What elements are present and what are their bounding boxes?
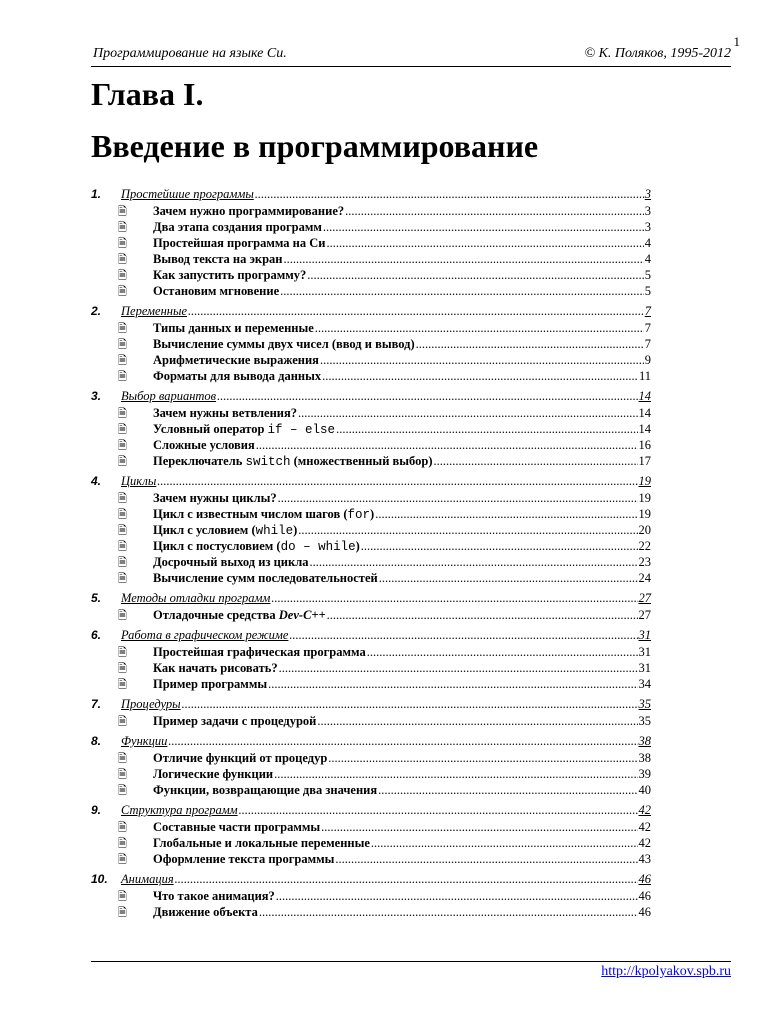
dot-leader bbox=[279, 660, 638, 676]
toc-item-row[interactable] bbox=[91, 352, 651, 368]
section-page: 7 bbox=[644, 304, 651, 318]
item-page: 5 bbox=[644, 284, 651, 298]
item-page: 19 bbox=[638, 491, 651, 505]
dot-leader bbox=[298, 405, 637, 421]
item-page: 3 bbox=[644, 204, 651, 218]
item-title[interactable]: Движение объекта bbox=[153, 905, 258, 919]
item-title[interactable]: Вычисление суммы двух чисел (ввод и вывод) bbox=[153, 337, 415, 351]
dot-leader bbox=[271, 590, 637, 606]
document-icon: 🗎 bbox=[118, 854, 127, 866]
dot-leader bbox=[315, 320, 644, 336]
code-keyword: switch bbox=[245, 455, 291, 469]
item-title-prefix: Условный оператор bbox=[153, 422, 268, 436]
document-icon: 🗎 bbox=[118, 424, 127, 436]
item-page: 7 bbox=[644, 321, 651, 335]
section-page: 14 bbox=[638, 389, 651, 403]
document-icon: 🗎 bbox=[118, 663, 127, 675]
toc-section bbox=[91, 802, 651, 867]
dot-leader bbox=[157, 473, 637, 489]
item-page: 17 bbox=[638, 454, 651, 468]
toc-section bbox=[91, 696, 651, 729]
toc-section bbox=[91, 733, 651, 798]
item-title[interactable]: Арифметические выражения bbox=[153, 353, 319, 367]
toc-item-row[interactable] bbox=[91, 676, 651, 692]
document-icon: 🗎 bbox=[118, 769, 127, 781]
dot-leader bbox=[375, 506, 637, 522]
document-icon: 🗎 bbox=[118, 907, 127, 919]
dot-leader bbox=[328, 750, 637, 766]
document-icon: 🗎 bbox=[118, 785, 127, 797]
item-title[interactable]: Зачем нужны циклы? bbox=[153, 491, 277, 505]
dot-leader bbox=[289, 627, 637, 643]
item-title-suffix: (множественный выбор) bbox=[290, 454, 433, 468]
section-title[interactable]: Переменные bbox=[121, 304, 188, 318]
toc-item-row[interactable] bbox=[91, 453, 651, 469]
dot-leader bbox=[276, 888, 638, 904]
item-title[interactable]: Простейшая графическая программа bbox=[153, 645, 366, 659]
item-title-suffix: ) bbox=[293, 523, 298, 537]
toc-item-row[interactable] bbox=[91, 766, 651, 782]
page-number: 1 bbox=[733, 34, 740, 49]
item-page: 35 bbox=[638, 714, 651, 728]
item-title[interactable] bbox=[153, 522, 297, 539]
item-page: 31 bbox=[638, 645, 651, 659]
item-page: 4 bbox=[644, 236, 651, 250]
document-icon: 🗎 bbox=[118, 206, 127, 218]
dot-leader bbox=[309, 554, 637, 570]
section-title[interactable]: Процедуры bbox=[121, 697, 181, 711]
document-icon: 🗎 bbox=[118, 557, 127, 569]
toc-item-row[interactable] bbox=[91, 490, 651, 506]
section-number: 1. bbox=[91, 187, 102, 201]
dot-leader bbox=[345, 203, 644, 219]
item-title[interactable]: Остановим мгновение bbox=[153, 284, 280, 298]
item-title[interactable]: Как запустить программу? bbox=[153, 268, 307, 282]
item-title[interactable]: Что такое анимация? bbox=[153, 889, 275, 903]
item-page: 24 bbox=[638, 571, 651, 585]
toc-section bbox=[91, 388, 651, 469]
item-page: 16 bbox=[638, 438, 651, 452]
item-title-prefix: Цикл с постусловием ( bbox=[153, 539, 281, 553]
item-page: 46 bbox=[638, 889, 651, 903]
section-number: 2. bbox=[91, 304, 102, 318]
item-title[interactable]: Зачем нужны ветвления? bbox=[153, 406, 298, 420]
section-number: 8. bbox=[91, 734, 102, 748]
item-title[interactable] bbox=[153, 506, 374, 523]
dot-leader bbox=[322, 368, 638, 384]
dot-leader bbox=[317, 713, 637, 729]
section-title[interactable]: Структура программ bbox=[121, 803, 238, 817]
dot-leader bbox=[416, 336, 644, 352]
item-page: 3 bbox=[644, 220, 651, 234]
toc-item-row[interactable] bbox=[91, 336, 651, 352]
item-title[interactable] bbox=[153, 453, 432, 470]
item-page: 22 bbox=[638, 539, 651, 553]
dot-leader bbox=[361, 538, 638, 554]
item-page: 9 bbox=[644, 353, 651, 367]
toc-item-row[interactable] bbox=[91, 904, 651, 920]
section-number: 10. bbox=[91, 872, 108, 886]
document-icon: 🗎 bbox=[118, 323, 127, 335]
toc-item-row[interactable] bbox=[91, 235, 651, 251]
chapter-title: Глава I. bbox=[91, 76, 204, 112]
item-title[interactable]: Отличие функций от процедур bbox=[153, 751, 328, 765]
section-number: 7. bbox=[91, 697, 102, 711]
document-icon: 🗎 bbox=[118, 891, 127, 903]
item-title[interactable]: Оформление текста программы bbox=[153, 852, 335, 866]
toc-item-row[interactable] bbox=[91, 570, 651, 586]
header-author: © К. Поляков, 1995-2012 bbox=[584, 46, 731, 61]
toc-item-row[interactable] bbox=[91, 554, 651, 570]
toc-item-row[interactable] bbox=[91, 251, 651, 267]
toc-item-row[interactable] bbox=[91, 607, 651, 623]
item-title[interactable]: Вычисление сумм последовательностей bbox=[153, 571, 378, 585]
item-title[interactable]: Два этапа создания программ bbox=[153, 220, 322, 234]
document-icon: 🗎 bbox=[118, 509, 127, 521]
toc-section-row[interactable] bbox=[91, 473, 651, 489]
toc-section-row[interactable] bbox=[91, 733, 651, 749]
toc-item-row[interactable] bbox=[91, 888, 651, 904]
section-number: 6. bbox=[91, 628, 102, 642]
dot-leader bbox=[259, 904, 638, 920]
toc-section bbox=[91, 303, 651, 384]
toc-section bbox=[91, 473, 651, 586]
item-title[interactable]: Сложные условия bbox=[153, 438, 255, 452]
item-title-suffix: ) bbox=[370, 507, 375, 521]
code-keyword: while bbox=[255, 524, 294, 538]
dot-leader bbox=[280, 283, 644, 299]
document-icon: 🗎 bbox=[118, 753, 127, 765]
dot-leader bbox=[255, 186, 644, 202]
dot-leader bbox=[283, 251, 643, 267]
section-title[interactable]: Простейшие программы bbox=[121, 187, 254, 201]
toc-item-row[interactable] bbox=[91, 660, 651, 676]
document-icon: 🗎 bbox=[118, 838, 127, 850]
toc-item-row[interactable] bbox=[91, 437, 651, 453]
document-icon: 🗎 bbox=[118, 573, 127, 585]
dot-leader bbox=[336, 421, 637, 437]
document-icon: 🗎 bbox=[118, 822, 127, 834]
section-title[interactable]: Выбор вариантов bbox=[121, 389, 217, 403]
dot-leader bbox=[378, 782, 637, 798]
section-number: 5. bbox=[91, 591, 102, 605]
item-title[interactable]: Функции, возвращающие два значения bbox=[153, 783, 378, 797]
document-icon: 🗎 bbox=[118, 371, 127, 383]
document-icon: 🗎 bbox=[118, 647, 127, 659]
section-page: 19 bbox=[638, 474, 651, 488]
footer bbox=[91, 961, 731, 979]
item-page: 20 bbox=[638, 523, 651, 537]
document-icon: 🗎 bbox=[118, 716, 127, 728]
section-page: 46 bbox=[638, 872, 651, 886]
item-title[interactable]: Типы данных и переменные bbox=[153, 321, 314, 335]
dot-leader bbox=[323, 219, 644, 235]
dot-leader bbox=[268, 676, 637, 692]
item-page: 42 bbox=[638, 820, 651, 834]
dot-leader bbox=[175, 871, 638, 887]
item-title-prefix: Цикл с условием ( bbox=[153, 523, 256, 537]
section-title[interactable]: Функции bbox=[121, 734, 168, 748]
code-keyword: for bbox=[347, 508, 371, 522]
dot-leader bbox=[326, 235, 643, 251]
item-title[interactable]: Составные части программы bbox=[153, 820, 321, 834]
section-title[interactable]: Работа в графическом режиме bbox=[121, 628, 289, 642]
toc-item-row[interactable] bbox=[91, 538, 651, 554]
toc-item-row[interactable] bbox=[91, 713, 651, 729]
item-page: 31 bbox=[638, 661, 651, 675]
toc-section-row[interactable] bbox=[91, 627, 651, 643]
website-link[interactable]: http://kpolyakov.spb.ru bbox=[601, 964, 731, 979]
dot-leader bbox=[256, 437, 638, 453]
section-page: 27 bbox=[638, 591, 651, 605]
dot-leader bbox=[379, 570, 638, 586]
section-number: 9. bbox=[91, 803, 102, 817]
running-header bbox=[91, 44, 731, 67]
item-title-prefix: Переключатель bbox=[153, 454, 246, 468]
document-icon: 🗎 bbox=[118, 222, 127, 234]
toc-item-row[interactable] bbox=[91, 644, 651, 660]
dot-leader bbox=[217, 388, 637, 404]
item-page: 39 bbox=[638, 767, 651, 781]
header-book-title: Программирование на языке Си. bbox=[93, 46, 287, 61]
item-page: 40 bbox=[638, 783, 651, 797]
document-icon: 🗎 bbox=[118, 238, 127, 250]
section-page: 38 bbox=[638, 734, 651, 748]
section-page: 31 bbox=[638, 628, 651, 642]
item-title-prefix: Цикл с известным числом шагов ( bbox=[153, 507, 348, 521]
document-icon: 🗎 bbox=[118, 525, 127, 537]
item-page: 14 bbox=[638, 422, 651, 436]
toc-item-row[interactable] bbox=[91, 851, 651, 867]
item-title-prefix: Отладочные средства bbox=[153, 608, 279, 622]
dot-leader bbox=[371, 835, 638, 851]
toc-section-row[interactable] bbox=[91, 871, 651, 887]
item-page: 46 bbox=[638, 905, 651, 919]
section-number: 3. bbox=[91, 389, 102, 403]
item-title[interactable] bbox=[153, 538, 360, 555]
toc-section bbox=[91, 627, 651, 692]
document-icon: 🗎 bbox=[118, 440, 127, 452]
toc-section-row[interactable] bbox=[91, 696, 651, 712]
toc-section-row[interactable] bbox=[91, 303, 651, 319]
dot-leader bbox=[321, 819, 637, 835]
dot-leader bbox=[367, 644, 638, 660]
dot-leader bbox=[274, 766, 637, 782]
toc-item-row[interactable] bbox=[91, 267, 651, 283]
toc-section-row[interactable] bbox=[91, 186, 651, 202]
item-page: 34 bbox=[638, 677, 651, 691]
document-icon: 🗎 bbox=[118, 679, 127, 691]
item-title[interactable]: Пример задачи с процедурой bbox=[153, 714, 317, 728]
section-page: 42 bbox=[638, 803, 651, 817]
toc-item-row[interactable] bbox=[91, 283, 651, 299]
toc-item-row[interactable] bbox=[91, 219, 651, 235]
document-icon: 🗎 bbox=[118, 254, 127, 266]
code-keyword: if – else bbox=[267, 423, 336, 437]
dot-leader bbox=[327, 607, 638, 623]
toc-section-row[interactable] bbox=[91, 802, 651, 818]
dot-leader bbox=[335, 851, 637, 867]
document-icon: 🗎 bbox=[118, 270, 127, 282]
toc-item-row[interactable] bbox=[91, 203, 651, 219]
section-title[interactable]: Циклы bbox=[121, 474, 157, 488]
toc-item-row[interactable] bbox=[91, 506, 651, 522]
section-page: 35 bbox=[638, 697, 651, 711]
dot-leader bbox=[239, 802, 638, 818]
item-page: 14 bbox=[638, 406, 651, 420]
dot-leader bbox=[320, 352, 644, 368]
item-title[interactable] bbox=[153, 607, 326, 623]
item-title[interactable]: Глобальные и локальные переменные bbox=[153, 836, 370, 850]
document-icon: 🗎 bbox=[118, 408, 127, 420]
dot-leader bbox=[307, 267, 644, 283]
document-icon: 🗎 bbox=[118, 286, 127, 298]
toc-section-row[interactable] bbox=[91, 590, 651, 606]
item-title[interactable]: Как начать рисовать? bbox=[153, 661, 278, 675]
document-icon: 🗎 bbox=[118, 355, 127, 367]
item-title[interactable]: Вывод текста на экран bbox=[153, 252, 283, 266]
item-page: 11 bbox=[638, 369, 651, 383]
toc-section bbox=[91, 590, 651, 623]
document-icon: 🗎 bbox=[118, 493, 127, 505]
dot-leader bbox=[278, 490, 638, 506]
chapter-subtitle: Введение в программирование bbox=[91, 128, 539, 164]
item-title[interactable]: Досрочный выход из цикла bbox=[153, 555, 309, 569]
section-title[interactable]: Анимация bbox=[121, 872, 174, 886]
table-of-contents bbox=[91, 186, 651, 924]
dot-leader bbox=[188, 303, 644, 319]
toc-item-row[interactable] bbox=[91, 522, 651, 538]
toc-item-row[interactable] bbox=[91, 782, 651, 798]
toc-item-row[interactable] bbox=[91, 421, 651, 437]
item-title[interactable]: Логические функции bbox=[153, 767, 274, 781]
section-number: 4. bbox=[91, 474, 102, 488]
toc-item-row[interactable] bbox=[91, 835, 651, 851]
section-title[interactable]: Методы отладки программ bbox=[121, 591, 271, 605]
toc-item-row[interactable] bbox=[91, 405, 651, 421]
toc-item-row[interactable] bbox=[91, 368, 651, 384]
item-page: 27 bbox=[638, 608, 651, 622]
document-icon: 🗎 bbox=[118, 339, 127, 351]
item-title[interactable]: Пример программы bbox=[153, 677, 268, 691]
item-page: 43 bbox=[638, 852, 651, 866]
item-page: 38 bbox=[638, 751, 651, 765]
item-title[interactable] bbox=[153, 421, 335, 438]
item-page: 42 bbox=[638, 836, 651, 850]
item-page: 5 bbox=[644, 268, 651, 282]
item-page: 4 bbox=[644, 252, 651, 266]
toc-section bbox=[91, 186, 651, 299]
item-title[interactable]: Зачем нужно программирование? bbox=[153, 204, 345, 218]
document-icon: 🗎 bbox=[118, 456, 127, 468]
section-page: 3 bbox=[644, 187, 651, 201]
item-title[interactable]: Простейшая программа на Си bbox=[153, 236, 326, 250]
item-page: 23 bbox=[638, 555, 651, 569]
item-page: 7 bbox=[644, 337, 651, 351]
toc-item-row[interactable] bbox=[91, 819, 651, 835]
item-title-suffix: ) bbox=[355, 539, 360, 553]
dot-leader bbox=[298, 522, 637, 538]
dot-leader bbox=[182, 696, 638, 712]
item-title-italic: Dev-C++ bbox=[278, 608, 326, 622]
dot-leader bbox=[433, 453, 637, 469]
toc-section-row[interactable] bbox=[91, 388, 651, 404]
code-keyword: do – while bbox=[280, 540, 356, 554]
toc-item-row[interactable] bbox=[91, 750, 651, 766]
toc-section bbox=[91, 871, 651, 920]
item-title[interactable]: Форматы для вывода данных bbox=[153, 369, 322, 383]
document-icon: 🗎 bbox=[118, 541, 127, 553]
toc-item-row[interactable] bbox=[91, 320, 651, 336]
dot-leader bbox=[168, 733, 637, 749]
document-icon: 🗎 bbox=[118, 610, 127, 622]
item-page: 19 bbox=[638, 507, 651, 521]
